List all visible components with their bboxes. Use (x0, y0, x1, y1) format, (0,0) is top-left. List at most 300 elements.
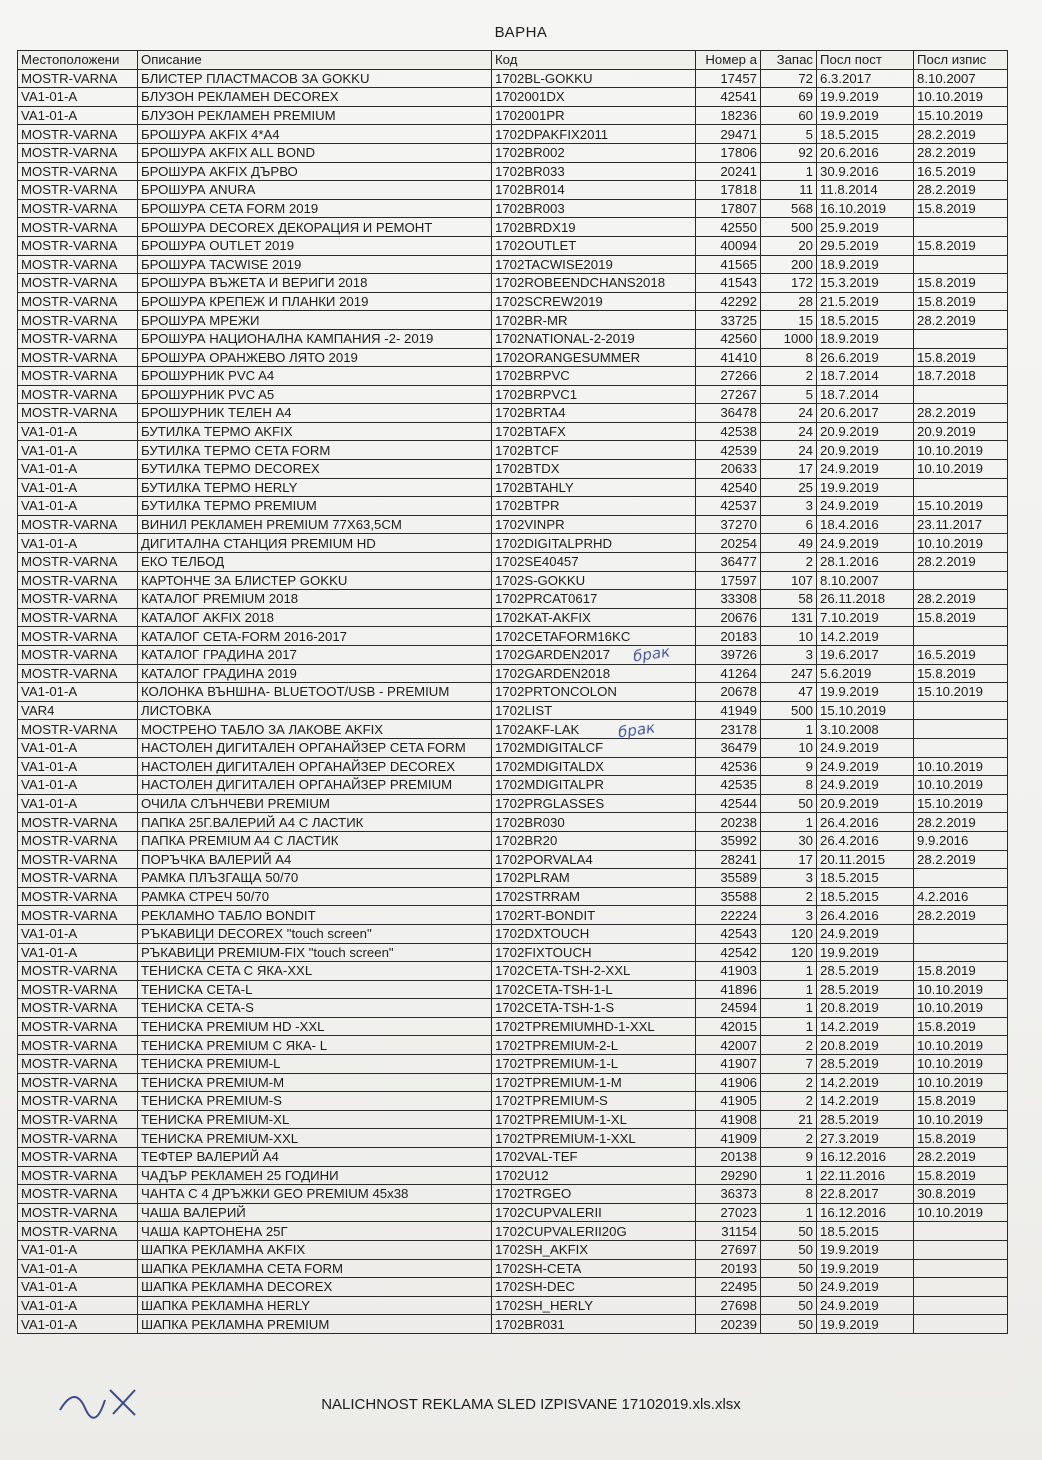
cell-number: 22224 (696, 906, 761, 925)
cell-stock: 49 (761, 534, 817, 553)
cell-last-issue: 15.10.2019 (914, 106, 1008, 125)
cell-code: 1702BL-GOKKU (492, 69, 696, 88)
cell-last-receipt: 15.10.2019 (817, 701, 914, 720)
cell-stock: 2 (761, 553, 817, 572)
cell-last-issue: 20.9.2019 (914, 422, 1008, 441)
cell-description: ТЕНИСКА PREMIUM HD -XXL (138, 1017, 492, 1036)
table-row (18, 999, 1008, 1018)
cell-number: 42560 (696, 329, 761, 348)
cell-last-issue (914, 255, 1008, 274)
header-number: Номер а (696, 51, 761, 70)
cell-code: 1702SH-DEC (492, 1278, 696, 1297)
cell-last-issue: 9.9.2016 (914, 831, 1008, 850)
cell-stock: 500 (761, 218, 817, 237)
table-row (18, 1259, 1008, 1278)
table-row (18, 1073, 1008, 1092)
cell-code: 1702PRGLASSES (492, 794, 696, 813)
header-last-receipt: Посл пост (817, 51, 914, 70)
cell-stock: 172 (761, 274, 817, 293)
table-row (18, 720, 1008, 739)
cell-stock: 120 (761, 924, 817, 943)
cell-stock: 131 (761, 608, 817, 627)
cell-stock: 50 (761, 1222, 817, 1241)
table-row (18, 125, 1008, 144)
cell-number: 27266 (696, 367, 761, 386)
cell-description: ТЕНИСКА PREMIUM-S (138, 1092, 492, 1111)
cell-last-issue: 15.8.2019 (914, 962, 1008, 981)
cell-code: 1702SH_HERLY (492, 1296, 696, 1315)
cell-stock: 50 (761, 1259, 817, 1278)
cell-code: 1702001PR (492, 106, 696, 125)
cell-location: VA1-01-A (18, 534, 138, 553)
cell-code: 1702CUPVALERII (492, 1203, 696, 1222)
cell-last-issue (914, 329, 1008, 348)
cell-code: 1702DIGITALPRHD (492, 534, 696, 553)
cell-stock: 50 (761, 1315, 817, 1334)
cell-description: ТЕНИСКА CETA-S (138, 999, 492, 1018)
cell-location: MOSTR-VARNA (18, 69, 138, 88)
cell-number: 27697 (696, 1241, 761, 1260)
cell-description: БРОШУРА DECOREX ДЕКОРАЦИЯ И РЕМОНТ (138, 218, 492, 237)
cell-location: MOSTR-VARNA (18, 869, 138, 888)
cell-last-issue: 28.2.2019 (914, 906, 1008, 925)
table-row (18, 1315, 1008, 1334)
cell-code: 1702TPREMIUM-1-XXL (492, 1129, 696, 1148)
cell-stock: 50 (761, 1278, 817, 1297)
cell-code: 1702TRGEO (492, 1185, 696, 1204)
cell-code: 1702DPAKFIX2011 (492, 125, 696, 144)
cell-description: КАТАЛОГ ГРАДИНА 2017 (138, 646, 492, 665)
cell-code: 1702MDIGITALPR (492, 776, 696, 795)
cell-location: MOSTR-VARNA (18, 850, 138, 869)
table-row (18, 664, 1008, 683)
cell-code: 1702BTAHLY (492, 478, 696, 497)
cell-description: БУТИЛКА ТЕРМО AKFIX (138, 422, 492, 441)
cell-description: ОЧИЛА СЛЪНЧЕВИ PREMIUM (138, 794, 492, 813)
table-row (18, 199, 1008, 218)
table-row (18, 88, 1008, 107)
cell-location: MOSTR-VARNA (18, 1203, 138, 1222)
cell-code: 1702PLRAM (492, 869, 696, 888)
cell-stock: 21 (761, 1110, 817, 1129)
cell-number: 41949 (696, 701, 761, 720)
cell-location: VA1-01-A (18, 106, 138, 125)
cell-stock: 568 (761, 199, 817, 218)
cell-location: MOSTR-VARNA (18, 590, 138, 609)
cell-code: 1702BR002 (492, 143, 696, 162)
cell-stock: 47 (761, 683, 817, 702)
cell-number: 28241 (696, 850, 761, 869)
cell-number: 20183 (696, 627, 761, 646)
cell-code: 1702TPREMIUM-S (492, 1092, 696, 1111)
cell-code: 1702TPREMIUMHD-1-XXL (492, 1017, 696, 1036)
cell-last-issue (914, 869, 1008, 888)
cell-number: 20239 (696, 1315, 761, 1334)
cell-last-issue: 15.10.2019 (914, 683, 1008, 702)
cell-stock: 1 (761, 162, 817, 181)
cell-last-receipt: 28.1.2016 (817, 553, 914, 572)
cell-location: MOSTR-VARNA (18, 162, 138, 181)
cell-number: 35589 (696, 869, 761, 888)
cell-number: 40094 (696, 236, 761, 255)
cell-description: БРОШУРА TACWISE 2019 (138, 255, 492, 274)
cell-number: 42015 (696, 1017, 761, 1036)
table-row (18, 646, 1008, 665)
cell-description: ПОРЪЧКА ВАЛЕРИЙ A4 (138, 850, 492, 869)
cell-last-issue (914, 1259, 1008, 1278)
table-row (18, 236, 1008, 255)
cell-location: MOSTR-VARNA (18, 1185, 138, 1204)
cell-code: 1702AKF-LAK (492, 720, 696, 739)
cell-stock: 3 (761, 869, 817, 888)
cell-location: MOSTR-VARNA (18, 199, 138, 218)
cell-last-receipt: 20.9.2019 (817, 441, 914, 460)
cell-last-receipt: 25.9.2019 (817, 218, 914, 237)
cell-stock: 5 (761, 385, 817, 404)
cell-last-issue: 15.10.2019 (914, 497, 1008, 516)
cell-last-receipt: 24.9.2019 (817, 1278, 914, 1297)
cell-location: MOSTR-VARNA (18, 962, 138, 981)
header-location: Местоположени (18, 51, 138, 70)
cell-location: MOSTR-VARNA (18, 329, 138, 348)
table-row (18, 887, 1008, 906)
cell-stock: 200 (761, 255, 817, 274)
cell-code: 1702BR-MR (492, 311, 696, 330)
cell-stock: 50 (761, 1296, 817, 1315)
cell-code: 1702TPREMIUM-2-L (492, 1036, 696, 1055)
cell-number: 41907 (696, 1055, 761, 1074)
cell-last-issue: 10.10.2019 (914, 1203, 1008, 1222)
cell-description: БРОШУРА AKFIX ДЪРВО (138, 162, 492, 181)
cell-location: MOSTR-VARNA (18, 608, 138, 627)
cell-code: 1702LIST (492, 701, 696, 720)
cell-number: 41543 (696, 274, 761, 293)
table-row (18, 497, 1008, 516)
cell-location: MOSTR-VARNA (18, 1222, 138, 1241)
cell-description: БРОШУРА CETA FORM 2019 (138, 199, 492, 218)
cell-stock: 1 (761, 813, 817, 832)
cell-location: MOSTR-VARNA (18, 292, 138, 311)
cell-number: 29471 (696, 125, 761, 144)
cell-last-receipt: 20.6.2017 (817, 404, 914, 423)
cell-last-receipt: 5.6.2019 (817, 664, 914, 683)
cell-description: КАТАЛОГ ГРАДИНА 2019 (138, 664, 492, 683)
cell-number: 17597 (696, 571, 761, 590)
cell-number: 37270 (696, 515, 761, 534)
cell-description: ПАПКА 25Г.ВАЛЕРИЙ A4 С ЛАСТИК (138, 813, 492, 832)
cell-last-receipt: 18.9.2019 (817, 255, 914, 274)
cell-last-issue (914, 701, 1008, 720)
cell-last-issue: 10.10.2019 (914, 1110, 1008, 1129)
cell-last-issue (914, 478, 1008, 497)
cell-number: 41264 (696, 664, 761, 683)
cell-location: MOSTR-VARNA (18, 1017, 138, 1036)
cell-last-receipt: 18.5.2015 (817, 311, 914, 330)
table-row (18, 571, 1008, 590)
cell-number: 33308 (696, 590, 761, 609)
table-row (18, 162, 1008, 181)
cell-last-receipt: 19.9.2019 (817, 478, 914, 497)
table-row (18, 738, 1008, 757)
cell-code: 1702STRRAM (492, 887, 696, 906)
cell-last-receipt: 18.5.2015 (817, 1222, 914, 1241)
cell-stock: 1 (761, 1203, 817, 1222)
cell-description: БРОШУРА ОРАНЖЕВО ЛЯТО 2019 (138, 348, 492, 367)
cell-number: 36477 (696, 553, 761, 572)
cell-last-receipt: 14.2.2019 (817, 1092, 914, 1111)
table-row (18, 422, 1008, 441)
cell-description: КАТАЛОГ AKFIX 2018 (138, 608, 492, 627)
header-code: Код (492, 51, 696, 70)
cell-last-issue: 16.5.2019 (914, 646, 1008, 665)
cell-location: MOSTR-VARNA (18, 720, 138, 739)
cell-location: MOSTR-VARNA (18, 646, 138, 665)
cell-stock: 1000 (761, 329, 817, 348)
cell-number: 36479 (696, 738, 761, 757)
cell-last-issue: 15.8.2019 (914, 1166, 1008, 1185)
cell-last-receipt: 28.5.2019 (817, 1110, 914, 1129)
cell-location: VA1-01-A (18, 88, 138, 107)
cell-last-receipt: 16.12.2016 (817, 1148, 914, 1167)
cell-location: MOSTR-VARNA (18, 367, 138, 386)
cell-last-issue (914, 1296, 1008, 1315)
cell-location: MOSTR-VARNA (18, 553, 138, 572)
cell-code: 1702BR003 (492, 199, 696, 218)
table-row (18, 311, 1008, 330)
cell-last-issue: 10.10.2019 (914, 757, 1008, 776)
cell-last-issue: 28.2.2019 (914, 404, 1008, 423)
cell-stock: 69 (761, 88, 817, 107)
table-row (18, 385, 1008, 404)
table-row (18, 1036, 1008, 1055)
cell-last-receipt: 24.9.2019 (817, 776, 914, 795)
table-row (18, 348, 1008, 367)
cell-last-receipt: 18.7.2014 (817, 385, 914, 404)
cell-description: ТЕНИСКА PREMIUM-XXL (138, 1129, 492, 1148)
cell-code: 1702VAL-TEF (492, 1148, 696, 1167)
cell-last-issue (914, 1278, 1008, 1297)
cell-last-receipt: 14.2.2019 (817, 1017, 914, 1036)
cell-description: НАСТОЛЕН ДИГИТАЛЕН ОРГАНАЙЗЕР PREMIUM (138, 776, 492, 795)
cell-last-issue: 15.8.2019 (914, 1092, 1008, 1111)
file-name-footer: NALICHNOST REKLAMA SLED IZPISVANE 17102019.xls.xlsx (321, 1396, 741, 1413)
cell-number: 41896 (696, 980, 761, 999)
cell-location: MOSTR-VARNA (18, 515, 138, 534)
table-row (18, 329, 1008, 348)
cell-location: MOSTR-VARNA (18, 999, 138, 1018)
table-row (18, 1203, 1008, 1222)
cell-number: 41565 (696, 255, 761, 274)
cell-stock: 3 (761, 646, 817, 665)
cell-last-issue: 10.10.2019 (914, 776, 1008, 795)
cell-stock: 1 (761, 1166, 817, 1185)
cell-last-issue: 28.2.2019 (914, 181, 1008, 200)
table-row (18, 608, 1008, 627)
cell-last-issue: 8.10.2007 (914, 69, 1008, 88)
cell-description: БРОШУРА МРЕЖИ (138, 311, 492, 330)
cell-code: 1702U12 (492, 1166, 696, 1185)
table-row (18, 106, 1008, 125)
cell-description: КАТАЛОГ CETA-FORM 2016-2017 (138, 627, 492, 646)
cell-description: ЧАША ВАЛЕРИЙ (138, 1203, 492, 1222)
cell-code: 1702KAT-AKFIX (492, 608, 696, 627)
cell-code: 1702SE40457 (492, 553, 696, 572)
cell-code: 1702001DX (492, 88, 696, 107)
table-row (18, 813, 1008, 832)
cell-code: 1702SH-CETA (492, 1259, 696, 1278)
cell-number: 17457 (696, 69, 761, 88)
table-row (18, 143, 1008, 162)
cell-last-issue: 15.8.2019 (914, 199, 1008, 218)
cell-description: БЛИСТЕР ПЛАСТМАСОВ ЗА GOKKU (138, 69, 492, 88)
cell-location: MOSTR-VARNA (18, 1148, 138, 1167)
cell-last-receipt: 3.10.2008 (817, 720, 914, 739)
cell-last-receipt: 18.5.2015 (817, 869, 914, 888)
cell-description: МОСТРЕНО ТАБЛО ЗА ЛАКОВЕ AKFIX (138, 720, 492, 739)
cell-stock: 25 (761, 478, 817, 497)
cell-code: 1702DXTOUCH (492, 924, 696, 943)
cell-stock: 11 (761, 181, 817, 200)
table-row (18, 1129, 1008, 1148)
cell-description: ТЕФТЕР ВАЛЕРИЙ A4 (138, 1148, 492, 1167)
table-row (18, 590, 1008, 609)
cell-stock: 1 (761, 720, 817, 739)
cell-location: MOSTR-VARNA (18, 1166, 138, 1185)
cell-last-receipt: 20.8.2019 (817, 999, 914, 1018)
table-row (18, 1017, 1008, 1036)
cell-location: MOSTR-VARNA (18, 348, 138, 367)
cell-stock: 50 (761, 794, 817, 813)
cell-description: БРОШУРА ANURA (138, 181, 492, 200)
cell-stock: 17 (761, 850, 817, 869)
table-row (18, 69, 1008, 88)
table-row (18, 1222, 1008, 1241)
cell-number: 20138 (696, 1148, 761, 1167)
cell-location: VA1-01-A (18, 460, 138, 479)
cell-location: MOSTR-VARNA (18, 906, 138, 925)
cell-stock: 2 (761, 887, 817, 906)
cell-last-receipt: 24.9.2019 (817, 924, 914, 943)
cell-location: MOSTR-VARNA (18, 385, 138, 404)
cell-description: РАМКА СТРЕЧ 50/70 (138, 887, 492, 906)
cell-stock: 8 (761, 1185, 817, 1204)
cell-stock: 58 (761, 590, 817, 609)
cell-location: MOSTR-VARNA (18, 1036, 138, 1055)
cell-stock: 10 (761, 627, 817, 646)
cell-number: 41905 (696, 1092, 761, 1111)
cell-location: VA1-01-A (18, 943, 138, 962)
cell-last-receipt: 19.9.2019 (817, 683, 914, 702)
cell-last-receipt: 16.12.2016 (817, 1203, 914, 1222)
cell-stock: 9 (761, 757, 817, 776)
cell-last-receipt: 28.5.2019 (817, 1055, 914, 1074)
cell-number: 41410 (696, 348, 761, 367)
cell-last-receipt: 29.5.2019 (817, 236, 914, 255)
cell-location: VA1-01-A (18, 1315, 138, 1334)
cell-last-receipt: 16.10.2019 (817, 199, 914, 218)
cell-description: БРОШУРНИК PVC A5 (138, 385, 492, 404)
cell-code: 1702SH_AKFIX (492, 1241, 696, 1260)
cell-last-issue: 10.10.2019 (914, 999, 1008, 1018)
cell-number: 42538 (696, 422, 761, 441)
cell-number: 41909 (696, 1129, 761, 1148)
cell-last-receipt: 24.9.2019 (817, 460, 914, 479)
cell-stock: 120 (761, 943, 817, 962)
cell-last-issue (914, 627, 1008, 646)
cell-number: 17806 (696, 143, 761, 162)
cell-code: 1702CETA-TSH-1-S (492, 999, 696, 1018)
cell-last-issue: 15.10.2019 (914, 794, 1008, 813)
cell-code: 1702BRPVC (492, 367, 696, 386)
handwritten-note: брак (631, 642, 672, 666)
cell-description: БРОШУРА AKFIX 4*A4 (138, 125, 492, 144)
cell-code: 1702PRCAT0617 (492, 590, 696, 609)
table-row (18, 460, 1008, 479)
cell-description: ЧАША КАРТОНЕНА 25Г (138, 1222, 492, 1241)
cell-location: MOSTR-VARNA (18, 311, 138, 330)
cell-stock: 15 (761, 311, 817, 330)
cell-last-receipt: 14.2.2019 (817, 627, 914, 646)
cell-last-receipt: 30.9.2016 (817, 162, 914, 181)
table-row (18, 367, 1008, 386)
cell-last-issue: 15.8.2019 (914, 1129, 1008, 1148)
cell-description: ШАПКА РЕКЛАМНА AKFIX (138, 1241, 492, 1260)
cell-stock: 2 (761, 1129, 817, 1148)
header-stock: Запас (761, 51, 817, 70)
cell-code: 1702BTDX (492, 460, 696, 479)
cell-stock: 3 (761, 906, 817, 925)
cell-location: MOSTR-VARNA (18, 831, 138, 850)
cell-description: БРОШУРА КРЕПЕЖ И ПЛАНКИ 2019 (138, 292, 492, 311)
table-row (18, 850, 1008, 869)
cell-code: 1702SCREW2019 (492, 292, 696, 311)
cell-number: 42541 (696, 88, 761, 107)
cell-description: КАРТОНЧЕ ЗА БЛИСТЕР GOKKU (138, 571, 492, 590)
cell-last-receipt: 19.9.2019 (817, 1259, 914, 1278)
cell-last-issue: 10.10.2019 (914, 1036, 1008, 1055)
cell-number: 27267 (696, 385, 761, 404)
cell-location: MOSTR-VARNA (18, 274, 138, 293)
cell-code: 1702MDIGITALCF (492, 738, 696, 757)
cell-last-receipt: 18.4.2016 (817, 515, 914, 534)
cell-last-receipt: 24.9.2019 (817, 757, 914, 776)
table-row (18, 181, 1008, 200)
cell-last-receipt: 19.9.2019 (817, 106, 914, 125)
cell-last-issue: 30.8.2019 (914, 1185, 1008, 1204)
cell-code: 1702TPREMIUM-1-L (492, 1055, 696, 1074)
table-row (18, 683, 1008, 702)
cell-code: 1702BTAFX (492, 422, 696, 441)
table-row (18, 962, 1008, 981)
cell-last-issue: 16.5.2019 (914, 162, 1008, 181)
cell-description: ШАПКА РЕКЛАМНА DECOREX (138, 1278, 492, 1297)
cell-location: MOSTR-VARNA (18, 1073, 138, 1092)
table-row (18, 255, 1008, 274)
cell-last-receipt: 28.5.2019 (817, 962, 914, 981)
table-row (18, 924, 1008, 943)
cell-description: ТЕНИСКА CETA-L (138, 980, 492, 999)
cell-code: 1702CETA-TSH-1-L (492, 980, 696, 999)
handwritten-note: брак (616, 718, 657, 742)
cell-description: БЛУЗОН РЕКЛАМЕН DECOREX (138, 88, 492, 107)
cell-last-issue: 18.7.2018 (914, 367, 1008, 386)
cell-code: 1702BRTA4 (492, 404, 696, 423)
table-header-row (18, 51, 1008, 70)
cell-last-receipt: 21.5.2019 (817, 292, 914, 311)
cell-stock: 24 (761, 441, 817, 460)
cell-description: ШАПКА РЕКЛАМНА HERLY (138, 1296, 492, 1315)
cell-code: 1702PRTONCOLON (492, 683, 696, 702)
